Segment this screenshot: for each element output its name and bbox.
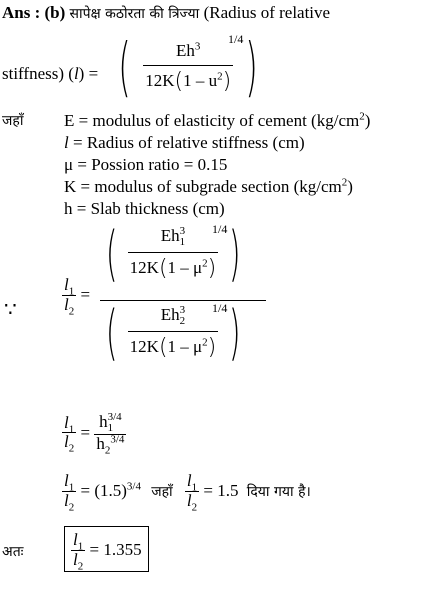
eh1-sub: 1	[179, 236, 186, 249]
compound-fraction: ( Eh 3 1 $12K(1 - \mu^2)$ ) 1/4 ( Eh 3 2 $12K(1 - \mu^2)$ ) 1/4	[100, 224, 266, 377]
s3-given-text: दिया गया है।	[246, 483, 311, 500]
definition-mu: μ = Possion ratio = 0.15	[64, 155, 228, 174]
eh2-sub: 2	[179, 315, 186, 328]
stiffness-label: stiffness) (l) =	[2, 64, 99, 83]
definition-k: K = modulus of subgrade section $(kg/cm^2)$	[64, 176, 353, 196]
def-l-symbol: l	[64, 133, 69, 152]
den-12k: 12K	[129, 337, 159, 357]
s3b-l1: l	[186, 471, 192, 490]
s2-h1-exp: 3/4	[107, 411, 122, 423]
res-l2-sub: 2	[77, 560, 84, 573]
stiffness-text: stiffness)	[2, 64, 65, 83]
def-l-text: = Radius of relative stiffness (cm)	[68, 133, 305, 152]
s3-l2: l	[64, 490, 69, 510]
s3-l2-sub: 2	[68, 501, 75, 514]
since-symbol: ∵	[4, 299, 17, 321]
result-label: अतः	[2, 544, 24, 560]
s3-l1: l	[64, 471, 69, 490]
s3-rhs: (1.5)	[94, 481, 127, 501]
l1-sub: 1	[68, 285, 75, 298]
s3-where: जहाँ	[151, 483, 173, 500]
s3b-l2: l	[186, 490, 192, 510]
den-power: 1/4	[212, 301, 228, 315]
s2-l2-sub: 2	[68, 442, 75, 455]
symbol-l: l	[73, 64, 79, 83]
s2-l2: l	[64, 432, 69, 452]
definition-e: E = modulus of elasticity of cement $(kg/cm^2)$	[64, 110, 371, 130]
s2-h1-sub: 1	[107, 422, 114, 434]
s3-given-value: = 1.5	[203, 481, 239, 501]
step-three: $\frac{l_1}{l_2}$ = $(1.5)^{3/4}$ जहाँ $\frac{l_1}{l_2}$ = 1.5 दिया गया है।	[64, 471, 311, 514]
num-12k: 12K	[129, 258, 159, 278]
def-e-text: E = modulus of elasticity of cement (kg/cm	[64, 111, 360, 130]
s2-h2-exp: 3/4	[110, 433, 125, 446]
step-two: $\frac{l_1}{l_2}$ = h 3/4 1 $h_2^{3/4}$	[64, 411, 125, 457]
den-mu-exp: 2	[202, 336, 208, 349]
u-exponent: 2	[217, 70, 223, 83]
result-box	[64, 526, 149, 572]
def-k-exp: 2	[341, 176, 348, 189]
s2-h2-sub: 2	[104, 444, 111, 457]
res-l1: l	[73, 530, 78, 549]
eh1-term: Eh	[160, 226, 180, 246]
res-l1-sub: 1	[77, 540, 84, 553]
eh-term: Eh	[176, 41, 195, 61]
eh2-term: Eh	[160, 305, 180, 325]
one-minus-u: 1 – u	[183, 70, 218, 90]
stiffness-power: 1/4	[228, 32, 244, 46]
num-power: 1/4	[212, 222, 228, 236]
l2-sub: 2	[68, 305, 75, 318]
den-one-minus-mu: 1 – μ	[167, 337, 203, 357]
s3-rhs-exp: 3/4	[126, 480, 141, 493]
definition-l	[64, 133, 305, 153]
def-k-text: K = modulus of subgrade section (kg/cm	[64, 177, 342, 196]
answer-heading	[2, 3, 330, 23]
res-l2: l	[73, 549, 78, 569]
answer-prefix: Ans : (b)	[2, 3, 66, 22]
s2-l1-sub: 1	[68, 423, 75, 436]
result-value: = 1.355	[89, 540, 142, 560]
equals-sign: =	[88, 64, 99, 83]
s2-h1: h	[99, 411, 108, 431]
l1-symbol: l	[64, 275, 69, 294]
hindi-title: सापेक्ष कठोरता की त्रिज्या	[69, 6, 200, 22]
s2-l1: l	[64, 412, 69, 432]
s3-l1-sub: 1	[68, 481, 75, 494]
def-e-exp: 2	[359, 110, 365, 123]
twelve-k: 12K	[145, 70, 175, 90]
l2-symbol: l	[64, 294, 69, 314]
num-one-minus-mu: 1 – μ	[167, 258, 203, 278]
where-label: जहाँ	[2, 113, 24, 129]
eh1-sup: 3	[179, 225, 186, 238]
stiffness-formula: ( $\frac{Eh^3}{12K(1 - u^2)}$ )	[118, 31, 259, 105]
s2-h2: h	[96, 434, 105, 453]
ratio-l1-l2: $\frac{l_1}{l_2}$ =	[64, 275, 91, 318]
s3b-l2-sub: 2	[191, 501, 198, 514]
s3b-l1-sub: 1	[191, 481, 198, 494]
definition-h: h = Slab thickness (cm)	[64, 199, 225, 218]
english-title: (Radius of relative	[203, 3, 331, 22]
eh-exponent: 3	[194, 40, 201, 53]
num-mu-exp: 2	[202, 257, 208, 270]
eh2-sup: 3	[179, 304, 186, 317]
